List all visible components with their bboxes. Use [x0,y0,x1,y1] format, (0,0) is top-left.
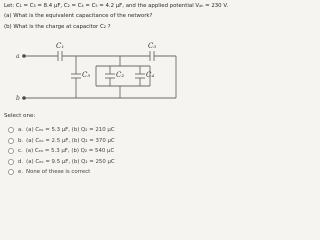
option-a-text: (a) Cₑₒ = 5.3 μF, (b) Q₂ = 210 μC [26,127,115,134]
radio-c[interactable] [8,148,14,154]
select-one-label: Select one: [4,113,36,119]
option-d-text: (a) Cₑₒ = 9.5 μF, (b) Q₂ = 250 μC [26,158,115,165]
option-c-letter: c. [18,148,23,155]
option-b-letter: b. [18,137,24,144]
option-a[interactable] [8,125,196,136]
option-c[interactable] [8,146,196,157]
question-part-a: (a) What is the equivalent capacitance of the network? [4,13,153,19]
terminal-a [22,54,26,58]
node-b-label: b [16,95,20,102]
answer-options [8,125,196,178]
option-d-letter: d. [18,158,24,165]
option-e[interactable] [8,167,196,178]
radio-d[interactable] [8,159,14,165]
option-e-letter: e. [18,169,24,176]
option-e-text: None of these is correct [26,169,91,176]
node-a-label: a [16,53,20,60]
c4-label: C₄ [146,71,155,79]
option-b[interactable] [8,136,196,147]
terminal-b [22,96,26,100]
option-c-text: (a) Cₑₒ = 5.3 μF, (b) Q₂ = 540 μC [25,148,115,155]
option-d[interactable] [8,157,196,168]
radio-e[interactable] [8,169,14,175]
c2-label: C₂ [116,71,125,79]
question-given: Let: C₁ = C₃ = 8.4 μF, C₂ = C₄ = C₅ = 4.2 μF, and the applied potential Vₐₕ = 230 V. [4,3,229,9]
c3-label: C₃ [148,42,157,50]
c1-label: C₁ [56,42,65,50]
radio-b[interactable] [8,138,14,144]
option-a-letter: a. [18,127,24,134]
c5-label: C₅ [82,71,91,79]
circuit-diagram [0,40,200,110]
option-b-text: (a) Cₑₒ = 2.5 μF, (b) Q₂ = 370 μC [26,137,115,144]
radio-a[interactable] [8,127,14,133]
question-part-b: (b) What is the charge at capacitor C₂ ? [4,24,111,30]
